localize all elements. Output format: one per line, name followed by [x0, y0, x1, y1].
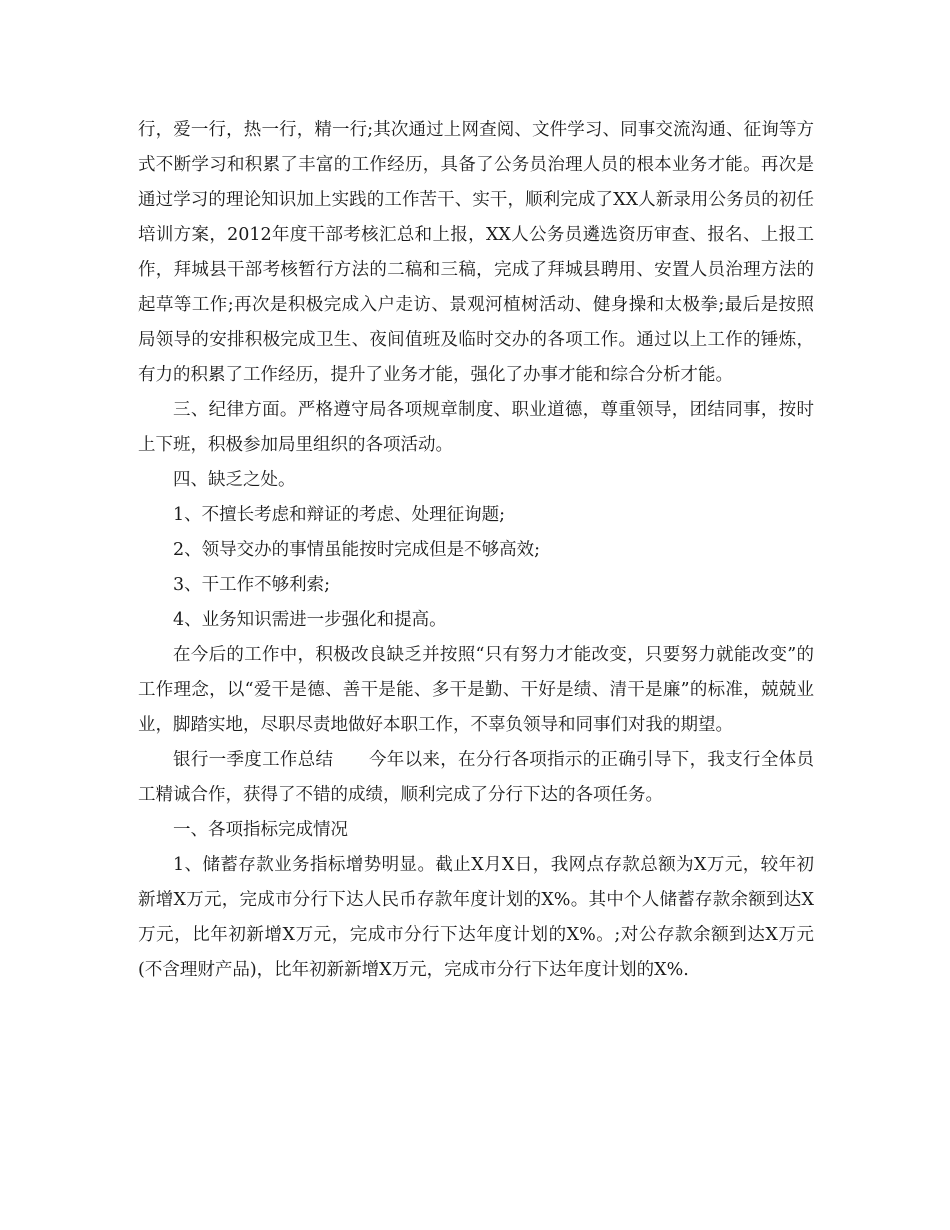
paragraph: 行，爱一行，热一行，精一行;其次通过上网查阅、文件学习、同事交流沟通、征询等方式不断学习和积累了丰富的工作经历，具备了公务员治理人员的根本业务才能。再次是通过学习的理论知识加上实践的工作苦干、实干，顺利完成了XX人新录用公务员的初任培训方案，2012年度干部考核汇总和上报，XX人公务员遴选资历审查、报名、上报工作，拜城县干部考核暂行方法的二稿和三稿，完成了拜城县聘用、安置人员治理方法的起草等工作;再次是积极完成入户走访、景观河植树活动、健身操和太极拳;最后是按照局领导的安排积极完成卫生、夜间值班及临时交办的各项工作。通过以上工作的锤炼，有力的积累了工作经历，提升了业务才能，强化了办事才能和综合分析才能。 — [138, 120, 814, 385]
list-item: 2、领导交办的事情虽能按时完成但是不够高效; — [173, 540, 541, 560]
document-body — [138, 113, 814, 988]
list-item: 3、干工作不够利索; — [173, 575, 331, 595]
paragraph: 1、储蓄存款业务指标增势明显。截止X月X日，我网点存款总额为X万元，较年初新增X万元，完成市分行下达人民币存款年度计划的X%。其中个人储蓄存款余额到达X万元，比年初新增X万元，完成市分行下达年度计划的X%。;对公存款余额到达X万元(不含理财产品)，比年初新新增X万元，完成市分行下达年度计划的X%. — [138, 855, 814, 980]
list-item: 1、不擅长考虑和辩证的考虑、处理征询题; — [173, 505, 506, 525]
paragraph: 银行一季度工作总结 今年以来，在分行各项指示的正确引导下，我支行全体员工精诚合作，获得了不错的成绩，顺利完成了分行下达的各项任务。 — [138, 750, 814, 805]
paragraph: 在今后的工作中，积极改良缺乏并按照“只有努力才能改变，只要努力就能改变”的工作理念，以“爱干是德、善干是能、多干是勤、干好是绩、清干是廉”的标准，兢兢业业，脚踏实地，尽职尽责地做好本职工作，不辜负领导和同事们对我的期望。 — [138, 645, 814, 735]
section-heading: 一、各项指标完成情况 — [173, 820, 348, 840]
list-item: 4、业务知识需进一步强化和提高。 — [173, 610, 447, 630]
paragraph: 三、纪律方面。严格遵守局各项规章制度、职业道德，尊重领导，团结同事，按时上下班，积极参加局里组织的各项活动。 — [138, 400, 814, 455]
paragraph: 四、缺乏之处。 — [173, 470, 296, 490]
